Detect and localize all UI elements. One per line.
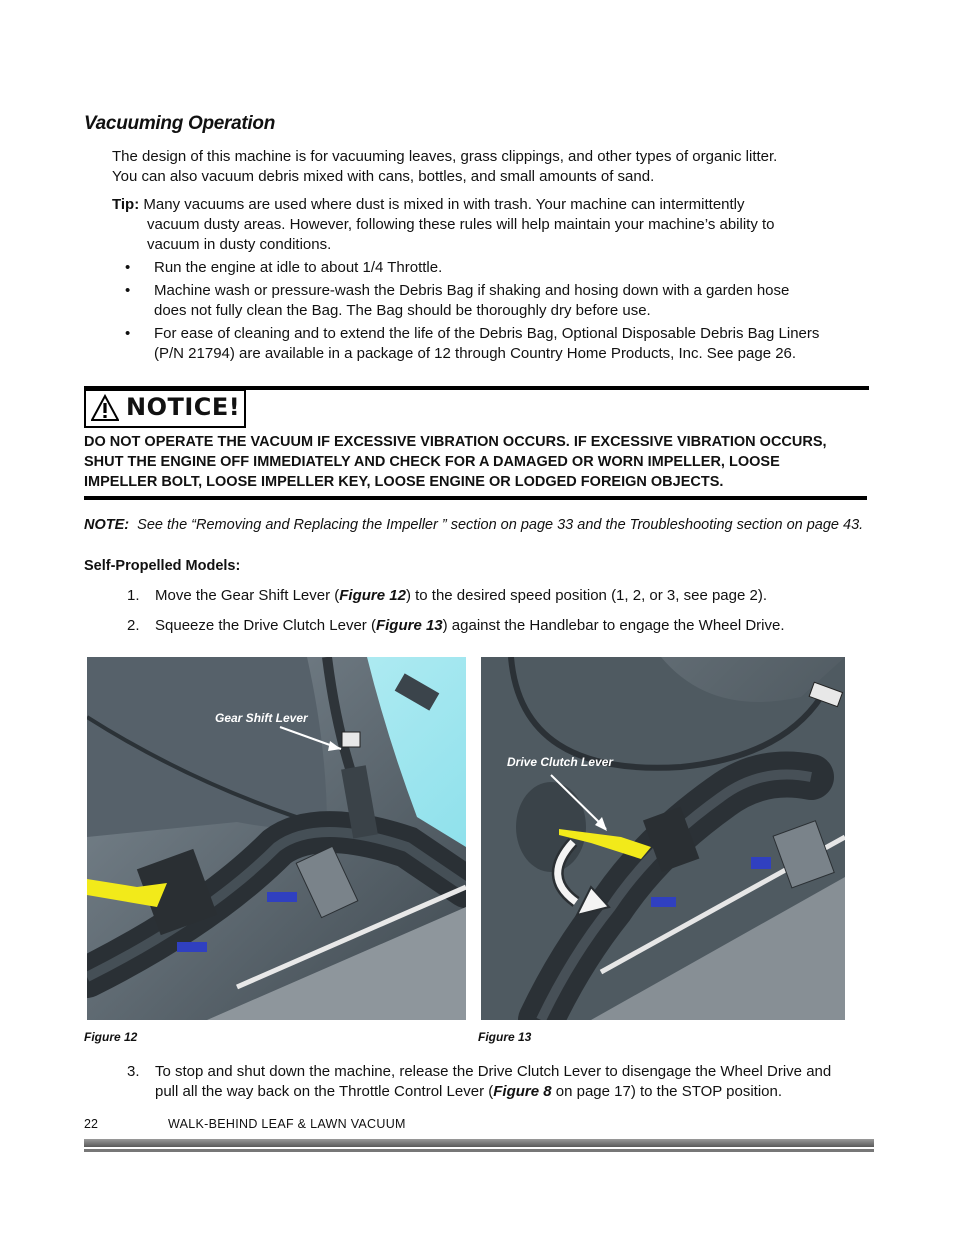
step-number: 1. xyxy=(127,587,140,604)
figure-13-caption: Figure 13 xyxy=(478,1030,532,1044)
figure-13-image xyxy=(481,657,845,1020)
step-number: 3. xyxy=(127,1063,140,1080)
intro-line: The design of this machine is for vacuuming leaves, grass clippings, and other types of organic litter. xyxy=(112,148,778,165)
intro-paragraph xyxy=(112,147,852,187)
note-text: See the “Removing and Replacing the Impeller ” section on page 33 and the Troubleshooting section on page 43. xyxy=(137,517,864,533)
footer-rule-thin xyxy=(84,1149,874,1152)
step-text-part: ) against the Handlebar to engage the Wheel Drive. xyxy=(442,617,785,634)
bullet-text: Machine wash or pressure-wash the Debris Bag if shaking and hosing down with a garden hose xyxy=(154,282,790,299)
bullet-icon: • xyxy=(125,259,131,276)
notice-line: IMPELLER BOLT, LOOSE IMPELLER KEY, LOOSE ENGINE OR LODGED FOREIGN OBJECTS. xyxy=(84,474,724,490)
bullet-icon: • xyxy=(125,282,131,299)
step-text-part: Squeeze the Drive Clutch Lever ( xyxy=(155,617,376,634)
step-text-part: on page 17) to the STOP position. xyxy=(551,1083,783,1100)
footer-rule xyxy=(84,1139,874,1147)
step-text: To stop and shut down the machine, release the Drive Clutch Lever to disengage the Wheel Drive and xyxy=(155,1063,832,1080)
step-text xyxy=(155,1082,855,1102)
subsection-title: Self-Propelled Models: xyxy=(84,558,241,574)
warning-triangle-icon xyxy=(91,394,119,422)
footer-title: WALK-BEHIND LEAF & LAWN VACUUM xyxy=(168,1117,406,1131)
figure-12-caption: Figure 12 xyxy=(84,1030,138,1044)
notice-text xyxy=(84,432,864,492)
step-text-part: pull all the way back on the Throttle Control Lever ( xyxy=(155,1083,494,1100)
notice-line: SHUT THE ENGINE OFF IMMEDIATELY AND CHECK FOR A DAMAGED OR WORN IMPELLER, LOOSE xyxy=(84,454,780,470)
tip-line: vacuum dusty areas. However, following these rules will help maintain your machine’s ability to xyxy=(147,216,775,233)
note xyxy=(84,517,884,533)
bullet-text: For ease of cleaning and to extend the life of the Debris Bag, Optional Disposable Debris Bag Liners xyxy=(154,325,820,342)
drive-clutch-illustration xyxy=(481,657,845,1020)
bullet-text: (P/N 21794) are available in a package of 12 through Country Home Products, Inc. See page 26. xyxy=(154,345,797,362)
step-number: 2. xyxy=(127,617,140,634)
tip-paragraph xyxy=(112,195,852,215)
step-text xyxy=(155,586,855,606)
step-text-part: ) to the desired speed position (1, 2, or 3, see page 2). xyxy=(405,587,767,604)
page-number: 22 xyxy=(84,1117,98,1131)
figure-ref: Figure 13 xyxy=(375,617,443,634)
figure-ref: Figure 8 xyxy=(493,1083,552,1100)
drive-clutch-callout: Drive Clutch Lever xyxy=(507,755,614,769)
intro-line: You can also vacuum debris mixed with cans, bottles, and small amounts of sand. xyxy=(112,168,655,185)
notice-label: NOTICE! xyxy=(126,393,241,421)
note-label: NOTE: xyxy=(84,517,130,533)
bullet-icon: • xyxy=(125,325,131,342)
notice-bottom-rule xyxy=(84,496,867,500)
section-title: Vacuuming Operation xyxy=(84,113,276,134)
tip-line: vacuum in dusty conditions. xyxy=(147,236,332,253)
step-text-part: Move the Gear Shift Lever ( xyxy=(155,587,340,604)
gear-shift-callout: Gear Shift Lever xyxy=(215,711,308,725)
tip-label: Tip: xyxy=(112,196,140,213)
tip-line: Many vacuums are used where dust is mixed in with trash. Your machine can intermittently xyxy=(143,196,745,213)
notice-line: DO NOT OPERATE THE VACUUM IF EXCESSIVE VIBRATION OCCURS. IF EXCESSIVE VIBRATION OCCURS, xyxy=(84,434,827,450)
figure-ref: Figure 12 xyxy=(339,587,406,604)
bullet-text: Run the engine at idle to about 1/4 Throttle. xyxy=(154,259,443,276)
bullet-text: does not fully clean the Bag. The Bag should be thoroughly dry before use. xyxy=(154,302,651,319)
step-text xyxy=(155,616,855,636)
